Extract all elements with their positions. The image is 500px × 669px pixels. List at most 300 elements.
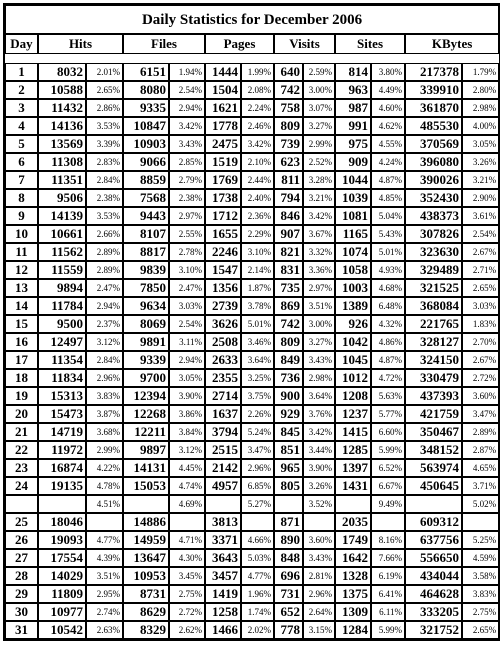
kbytes-cell: 637756 — [405, 531, 462, 549]
visits-percent-cell: 3.21% — [303, 189, 335, 207]
sites-percent-cell: 9.49% — [371, 495, 405, 513]
files-percent-cell: 3.45% — [169, 567, 205, 585]
pages-percent-cell: 2.08% — [241, 81, 274, 99]
sites-percent-cell: 6.41% — [371, 585, 405, 603]
sites-percent-cell: 5.77% — [371, 405, 405, 423]
files-percent-cell: 4.71% — [169, 531, 205, 549]
day-cell: 27 — [5, 549, 38, 567]
hits-cell: 18046 — [38, 513, 86, 531]
pages-percent-cell: 4.77% — [241, 567, 274, 585]
files-percent-cell: 3.10% — [169, 261, 205, 279]
sites-percent-cell: 5.43% — [371, 225, 405, 243]
kbytes-cell: 328127 — [405, 333, 462, 351]
files-percent-cell: 4.45% — [169, 459, 205, 477]
files-cell: 15053 — [123, 477, 169, 495]
visits-percent-cell: 3.90% — [303, 459, 335, 477]
kbytes-percent-cell: 2.72% — [462, 369, 499, 387]
hits-cell: 15473 — [38, 405, 86, 423]
kbytes-percent-cell: 2.67% — [462, 243, 499, 261]
hits-percent-cell: 4.77% — [86, 531, 123, 549]
sites-cell: 1285 — [335, 441, 371, 459]
visits-percent-cell: 3.64% — [303, 387, 335, 405]
day-cell: 12 — [5, 261, 38, 279]
visits-cell: 809 — [274, 117, 303, 135]
sites-cell: 909 — [335, 153, 371, 171]
spacer-cell — [5, 54, 499, 63]
visits-cell: 736 — [274, 369, 303, 387]
sites-cell: 1044 — [335, 171, 371, 189]
kbytes-percent-cell: 3.60% — [462, 387, 499, 405]
hits-percent-cell: 2.96% — [86, 369, 123, 387]
files-percent-cell: 3.12% — [169, 441, 205, 459]
table-row — [5, 135, 499, 153]
sites-percent-cell: 4.60% — [371, 99, 405, 117]
hits-percent-cell: 2.99% — [86, 441, 123, 459]
day-cell: 18 — [5, 369, 38, 387]
table-row — [5, 171, 499, 189]
table-row — [5, 387, 499, 405]
hits-cell: 11562 — [38, 243, 86, 261]
visits-cell: 758 — [274, 99, 303, 117]
files-cell: 9634 — [123, 297, 169, 315]
hits-percent-cell: 2.94% — [86, 297, 123, 315]
kbytes-cell: 370569 — [405, 135, 462, 153]
files-percent-cell: 2.62% — [169, 621, 205, 639]
pages-percent-cell: 3.47% — [241, 441, 274, 459]
kbytes-cell: 421759 — [405, 405, 462, 423]
visits-cell: 652 — [274, 603, 303, 621]
sites-cell: 1284 — [335, 621, 371, 639]
table-row — [5, 297, 499, 315]
kbytes-cell: 556650 — [405, 549, 462, 567]
kbytes-percent-cell: 2.65% — [462, 279, 499, 297]
files-percent-cell: 3.86% — [169, 405, 205, 423]
pages-cell: 2633 — [205, 351, 241, 369]
visits-cell: 965 — [274, 459, 303, 477]
hits-cell: 9500 — [38, 315, 86, 333]
files-percent-cell: 3.84% — [169, 423, 205, 441]
visits-percent-cell: 3.51% — [303, 297, 335, 315]
sites-percent-cell: 4.24% — [371, 153, 405, 171]
pages-cell: 1444 — [205, 63, 241, 81]
table-row — [5, 495, 499, 513]
sites-percent-cell: 6.67% — [371, 477, 405, 495]
sites-cell: 1058 — [335, 261, 371, 279]
files-cell: 10953 — [123, 567, 169, 585]
day-cell: 17 — [5, 351, 38, 369]
pages-cell: 1637 — [205, 405, 241, 423]
files-cell: 12394 — [123, 387, 169, 405]
files-cell: 9066 — [123, 153, 169, 171]
visits-percent-cell: 2.98% — [303, 369, 335, 387]
sites-cell: 991 — [335, 117, 371, 135]
sites-cell: 1074 — [335, 243, 371, 261]
files-cell: 9443 — [123, 207, 169, 225]
hits-cell: 9894 — [38, 279, 86, 297]
pages-percent-cell: 4.66% — [241, 531, 274, 549]
files-cell: 13647 — [123, 549, 169, 567]
hits-percent-cell: 3.53% — [86, 207, 123, 225]
pages-cell: 1738 — [205, 189, 241, 207]
pages-cell: 2714 — [205, 387, 241, 405]
pages-percent-cell: 2.40% — [241, 189, 274, 207]
sites-cell: 1309 — [335, 603, 371, 621]
hits-percent-cell: 2.37% — [86, 315, 123, 333]
kbytes-cell — [405, 495, 462, 513]
visits-cell: 871 — [274, 513, 303, 531]
sites-cell: 1042 — [335, 333, 371, 351]
sites-percent-cell: 6.19% — [371, 567, 405, 585]
sites-cell: 1012 — [335, 369, 371, 387]
table-row — [5, 567, 499, 585]
visits-cell: 805 — [274, 477, 303, 495]
day-cell: 10 — [5, 225, 38, 243]
pages-cell: 3457 — [205, 567, 241, 585]
pages-percent-cell: 2.96% — [241, 459, 274, 477]
pages-percent-cell: 3.64% — [241, 351, 274, 369]
pages-percent-cell: 3.42% — [241, 135, 274, 153]
pages-cell: 2508 — [205, 333, 241, 351]
hits-cell: 16874 — [38, 459, 86, 477]
pages-percent-cell: 5.01% — [241, 315, 274, 333]
day-cell: 8 — [5, 189, 38, 207]
day-cell: 31 — [5, 621, 38, 639]
pages-percent-cell: 6.85% — [241, 477, 274, 495]
day-cell: 2 — [5, 81, 38, 99]
table-row — [5, 261, 499, 279]
pages-percent-cell: 5.27% — [241, 495, 274, 513]
visits-percent-cell: 2.99% — [303, 135, 335, 153]
pages-percent-cell: 2.44% — [241, 171, 274, 189]
hits-cell: 9506 — [38, 189, 86, 207]
files-cell: 8629 — [123, 603, 169, 621]
visits-percent-cell: 3.42% — [303, 423, 335, 441]
visits-cell: 742 — [274, 81, 303, 99]
files-cell: 12268 — [123, 405, 169, 423]
sites-percent-cell: 4.85% — [371, 189, 405, 207]
sites-percent-cell: 4.55% — [371, 135, 405, 153]
pages-percent-cell: 5.03% — [241, 549, 274, 567]
visits-cell: 845 — [274, 423, 303, 441]
sites-percent-cell — [371, 513, 405, 531]
kbytes-cell: 609312 — [405, 513, 462, 531]
files-cell: 14886 — [123, 513, 169, 531]
hits-percent-cell: 2.66% — [86, 225, 123, 243]
daily-statistics-table — [3, 3, 500, 641]
files-cell: 9897 — [123, 441, 169, 459]
files-percent-cell: 3.03% — [169, 297, 205, 315]
pages-cell: 1466 — [205, 621, 241, 639]
kbytes-percent-cell: 3.47% — [462, 405, 499, 423]
files-cell: 6151 — [123, 63, 169, 81]
column-header-day: Day — [5, 34, 38, 54]
column-header-kbytes: KBytes — [405, 34, 499, 54]
hits-cell: 11308 — [38, 153, 86, 171]
sites-percent-cell: 5.99% — [371, 621, 405, 639]
pages-cell: 2515 — [205, 441, 241, 459]
sites-cell: 814 — [335, 63, 371, 81]
kbytes-percent-cell: 3.58% — [462, 567, 499, 585]
files-percent-cell: 3.42% — [169, 117, 205, 135]
kbytes-cell: 321525 — [405, 279, 462, 297]
pages-percent-cell: 1.96% — [241, 585, 274, 603]
files-percent-cell — [169, 513, 205, 531]
kbytes-percent-cell: 2.80% — [462, 81, 499, 99]
kbytes-cell: 352430 — [405, 189, 462, 207]
kbytes-cell: 485530 — [405, 117, 462, 135]
visits-cell: 735 — [274, 279, 303, 297]
column-header-files: Files — [123, 34, 205, 54]
pages-cell: 3371 — [205, 531, 241, 549]
kbytes-percent-cell: 5.25% — [462, 531, 499, 549]
day-cell: 13 — [5, 279, 38, 297]
files-percent-cell: 4.74% — [169, 477, 205, 495]
files-percent-cell: 2.47% — [169, 279, 205, 297]
kbytes-cell: 368084 — [405, 297, 462, 315]
pages-percent-cell: 1.99% — [241, 63, 274, 81]
sites-cell: 926 — [335, 315, 371, 333]
hits-percent-cell: 3.12% — [86, 333, 123, 351]
visits-percent-cell — [303, 513, 335, 531]
visits-cell: 640 — [274, 63, 303, 81]
hits-cell: 14029 — [38, 567, 86, 585]
visits-cell: 794 — [274, 189, 303, 207]
hits-cell: 11559 — [38, 261, 86, 279]
hits-cell: 13569 — [38, 135, 86, 153]
table-row — [5, 351, 499, 369]
visits-percent-cell: 3.00% — [303, 315, 335, 333]
day-cell: 21 — [5, 423, 38, 441]
day-cell: 23 — [5, 459, 38, 477]
files-percent-cell: 2.94% — [169, 351, 205, 369]
day-cell: 29 — [5, 585, 38, 603]
visits-percent-cell: 3.00% — [303, 81, 335, 99]
kbytes-percent-cell: 2.98% — [462, 99, 499, 117]
kbytes-cell: 329489 — [405, 261, 462, 279]
kbytes-cell: 324150 — [405, 351, 462, 369]
kbytes-percent-cell: 2.71% — [462, 261, 499, 279]
sites-cell — [335, 495, 371, 513]
visits-percent-cell: 3.67% — [303, 225, 335, 243]
kbytes-percent-cell: 4.65% — [462, 459, 499, 477]
pages-percent-cell: 2.14% — [241, 261, 274, 279]
pages-cell: 1519 — [205, 153, 241, 171]
hits-percent-cell: 2.65% — [86, 81, 123, 99]
table-row — [5, 477, 499, 495]
hits-percent-cell: 3.87% — [86, 405, 123, 423]
sites-cell: 987 — [335, 99, 371, 117]
pages-percent-cell: 2.29% — [241, 225, 274, 243]
kbytes-cell: 361870 — [405, 99, 462, 117]
column-header-visits: Visits — [274, 34, 335, 54]
header-spacer — [5, 54, 499, 63]
files-percent-cell: 2.75% — [169, 585, 205, 603]
kbytes-cell: 339910 — [405, 81, 462, 99]
hits-cell: 11834 — [38, 369, 86, 387]
table-row — [5, 153, 499, 171]
visits-percent-cell: 3.07% — [303, 99, 335, 117]
files-cell: 7568 — [123, 189, 169, 207]
pages-cell: 2142 — [205, 459, 241, 477]
pages-cell: 3643 — [205, 549, 241, 567]
table-row — [5, 423, 499, 441]
pages-cell: 3813 — [205, 513, 241, 531]
hits-percent-cell: 2.89% — [86, 243, 123, 261]
files-cell: 9839 — [123, 261, 169, 279]
visits-cell: 811 — [274, 171, 303, 189]
hits-percent-cell: 4.39% — [86, 549, 123, 567]
files-percent-cell: 2.79% — [169, 171, 205, 189]
files-percent-cell: 4.30% — [169, 549, 205, 567]
pages-cell: 1655 — [205, 225, 241, 243]
day-cell: 30 — [5, 603, 38, 621]
hits-percent-cell: 2.38% — [86, 189, 123, 207]
kbytes-percent-cell: 3.71% — [462, 477, 499, 495]
sites-cell: 1237 — [335, 405, 371, 423]
visits-percent-cell: 3.43% — [303, 351, 335, 369]
files-cell: 8069 — [123, 315, 169, 333]
table-row — [5, 81, 499, 99]
kbytes-percent-cell: 2.65% — [462, 621, 499, 639]
day-cell — [5, 495, 38, 513]
table-row — [5, 441, 499, 459]
hits-percent-cell: 4.51% — [86, 495, 123, 513]
table-row — [5, 117, 499, 135]
files-percent-cell: 3.43% — [169, 135, 205, 153]
kbytes-percent-cell: 3.26% — [462, 153, 499, 171]
visits-cell: 742 — [274, 315, 303, 333]
files-cell: 7850 — [123, 279, 169, 297]
kbytes-cell: 396080 — [405, 153, 462, 171]
pages-percent-cell: 2.26% — [241, 405, 274, 423]
day-cell: 28 — [5, 567, 38, 585]
visits-percent-cell: 3.43% — [303, 549, 335, 567]
kbytes-cell: 434044 — [405, 567, 462, 585]
sites-percent-cell: 7.66% — [371, 549, 405, 567]
kbytes-percent-cell: 2.70% — [462, 333, 499, 351]
day-cell: 15 — [5, 315, 38, 333]
pages-cell: 1621 — [205, 99, 241, 117]
hits-percent-cell: 2.74% — [86, 603, 123, 621]
day-cell: 3 — [5, 99, 38, 117]
files-cell: 14131 — [123, 459, 169, 477]
pages-percent-cell: 3.10% — [241, 243, 274, 261]
day-cell: 16 — [5, 333, 38, 351]
visits-cell: 849 — [274, 351, 303, 369]
visits-cell: 821 — [274, 243, 303, 261]
table-row — [5, 369, 499, 387]
files-percent-cell: 2.54% — [169, 315, 205, 333]
pages-percent-cell: 2.02% — [241, 621, 274, 639]
kbytes-cell: 563974 — [405, 459, 462, 477]
hits-percent-cell: 2.47% — [86, 279, 123, 297]
visits-percent-cell: 3.28% — [303, 171, 335, 189]
pages-cell — [205, 495, 241, 513]
hits-percent-cell: 2.84% — [86, 171, 123, 189]
hits-percent-cell: 2.01% — [86, 63, 123, 81]
visits-cell: 696 — [274, 567, 303, 585]
hits-percent-cell: 2.84% — [86, 351, 123, 369]
visits-percent-cell: 2.96% — [303, 585, 335, 603]
column-header-hits: Hits — [38, 34, 123, 54]
visits-cell: 809 — [274, 333, 303, 351]
sites-percent-cell: 6.48% — [371, 297, 405, 315]
pages-percent-cell: 3.75% — [241, 387, 274, 405]
hits-cell: 11809 — [38, 585, 86, 603]
table-row — [5, 243, 499, 261]
kbytes-percent-cell: 2.90% — [462, 189, 499, 207]
sites-cell: 1081 — [335, 207, 371, 225]
hits-cell: 14136 — [38, 117, 86, 135]
table-row — [5, 315, 499, 333]
table-row — [5, 279, 499, 297]
pages-cell: 2355 — [205, 369, 241, 387]
files-percent-cell: 2.94% — [169, 99, 205, 117]
sites-percent-cell: 6.11% — [371, 603, 405, 621]
table-row — [5, 333, 499, 351]
visits-percent-cell: 2.59% — [303, 63, 335, 81]
pages-cell: 1356 — [205, 279, 241, 297]
sites-percent-cell: 4.87% — [371, 171, 405, 189]
day-cell: 11 — [5, 243, 38, 261]
hits-cell: 19093 — [38, 531, 86, 549]
kbytes-percent-cell: 2.67% — [462, 351, 499, 369]
kbytes-cell: 438373 — [405, 207, 462, 225]
files-percent-cell: 2.85% — [169, 153, 205, 171]
day-cell: 19 — [5, 387, 38, 405]
hits-cell — [38, 495, 86, 513]
table-row — [5, 405, 499, 423]
visits-cell: 929 — [274, 405, 303, 423]
kbytes-percent-cell: 3.03% — [462, 297, 499, 315]
sites-percent-cell: 8.16% — [371, 531, 405, 549]
pages-percent-cell: 2.24% — [241, 99, 274, 117]
table-row — [5, 99, 499, 117]
sites-percent-cell: 5.01% — [371, 243, 405, 261]
visits-percent-cell: 3.26% — [303, 477, 335, 495]
hits-cell: 10542 — [38, 621, 86, 639]
pages-percent-cell: 3.25% — [241, 369, 274, 387]
day-cell: 26 — [5, 531, 38, 549]
hits-cell: 11784 — [38, 297, 86, 315]
visits-percent-cell: 3.42% — [303, 207, 335, 225]
hits-cell: 11972 — [38, 441, 86, 459]
pages-percent-cell: 1.87% — [241, 279, 274, 297]
files-cell: 8859 — [123, 171, 169, 189]
pages-cell: 1419 — [205, 585, 241, 603]
sites-cell: 1045 — [335, 351, 371, 369]
table-row — [5, 585, 499, 603]
visits-cell: 869 — [274, 297, 303, 315]
kbytes-cell: 221765 — [405, 315, 462, 333]
sites-percent-cell: 4.62% — [371, 117, 405, 135]
kbytes-cell: 390026 — [405, 171, 462, 189]
kbytes-cell: 217378 — [405, 63, 462, 81]
pages-cell: 1778 — [205, 117, 241, 135]
sites-cell: 1397 — [335, 459, 371, 477]
files-cell: 10847 — [123, 117, 169, 135]
hits-cell: 10588 — [38, 81, 86, 99]
files-cell: 8107 — [123, 225, 169, 243]
kbytes-percent-cell: 2.89% — [462, 423, 499, 441]
column-header-sites: Sites — [335, 34, 405, 54]
visits-percent-cell: 3.15% — [303, 621, 335, 639]
sites-percent-cell: 4.93% — [371, 261, 405, 279]
visits-percent-cell: 3.60% — [303, 531, 335, 549]
day-cell: 5 — [5, 135, 38, 153]
files-percent-cell: 4.69% — [169, 495, 205, 513]
files-cell — [123, 495, 169, 513]
